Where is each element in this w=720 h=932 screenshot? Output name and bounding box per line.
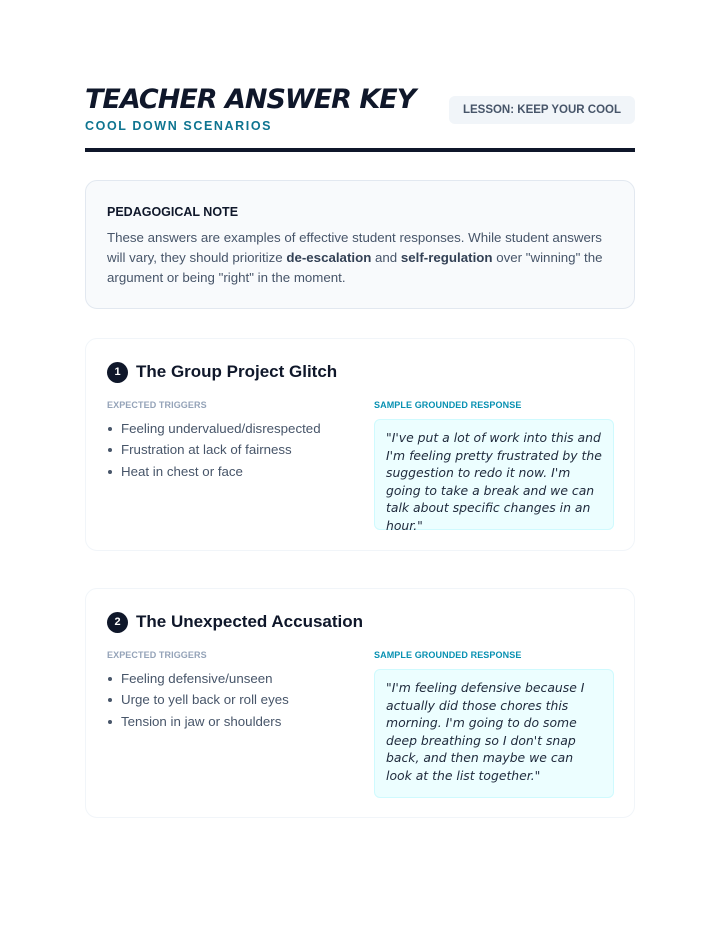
page-header [85, 84, 635, 150]
trigger-item: Urge to yell back or roll eyes [107, 689, 357, 710]
scenario-number-badge: 1 [107, 362, 128, 383]
header-divider [85, 148, 635, 152]
trigger-item: Tension in jaw or shoulders [107, 711, 357, 732]
page-subtitle: COOL DOWN SCENARIOS [85, 119, 273, 133]
scenario-header [107, 361, 337, 383]
note-text [107, 228, 613, 288]
triggers-label: EXPECTED TRIGGERS [107, 400, 207, 410]
trigger-item: Frustration at lack of fairness [107, 439, 357, 460]
response-label: SAMPLE GROUNDED RESPONSE [374, 400, 522, 410]
lesson-badge: LESSON: KEEP YOUR COOL [449, 96, 635, 124]
scenario-card [85, 338, 635, 551]
triggers-list [107, 668, 357, 732]
page-title: TEACHER ANSWER KEY [85, 84, 416, 115]
triggers-label: EXPECTED TRIGGERS [107, 650, 207, 660]
scenario-card [85, 588, 635, 818]
sample-response: "I've put a lot of work into this and I'm feeling pretty frustrated by the suggestion to redo it now. I'm going to take a break and we can talk about specific changes in an hour." [374, 419, 614, 530]
scenario-title: The Group Project Glitch [136, 362, 338, 381]
sample-response: "I'm feeling defensive because I actually did those chores this morning. I'm going to do some deep breathing so I don't snap back, and then maybe we can look at the list together." [374, 669, 614, 798]
triggers-list [107, 418, 357, 482]
note-text-part-2: and [371, 250, 401, 265]
response-label: SAMPLE GROUNDED RESPONSE [374, 650, 522, 660]
note-emphasis-de-escalation: de-escalation [286, 250, 372, 265]
scenario-header [107, 611, 363, 633]
scenario-title: The Unexpected Accusation [136, 612, 364, 631]
note-heading: PEDAGOGICAL NOTE [107, 205, 239, 219]
trigger-item: Feeling defensive/unseen [107, 668, 357, 689]
trigger-item: Feeling undervalued/disrespected [107, 418, 357, 439]
note-emphasis-self-regulation: self-regulation [400, 250, 493, 265]
trigger-item: Heat in chest or face [107, 461, 357, 482]
pedagogical-note [85, 180, 635, 309]
note-text-part-1: These answers are examples of effective student responses. While student answers will vary, they should prioritize [107, 230, 602, 265]
scenario-number-badge: 2 [107, 612, 128, 633]
note-text-part-3: over "winning" the argument or being "right" in the moment. [107, 250, 603, 285]
